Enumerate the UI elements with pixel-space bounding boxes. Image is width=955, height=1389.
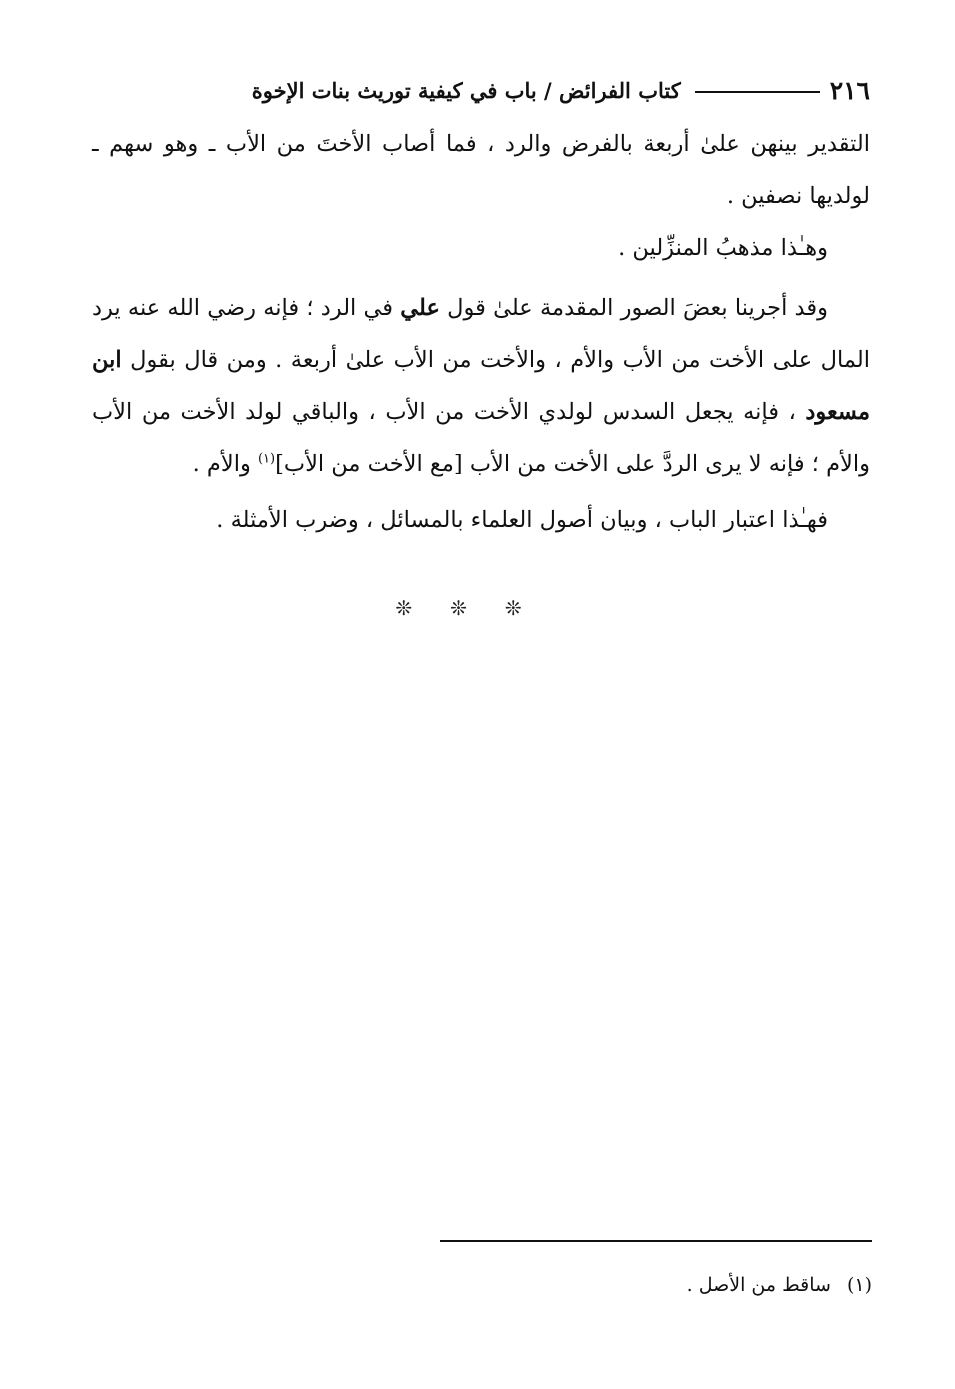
paragraph-1: التقدير بينهن علىٰ أربعة بالفرض والرد ، فما أصاب الأختَ من الأب ـ وهو سهم ـ لولديها نصفين .	[92, 131, 870, 209]
paragraph-4: فهـٰذا اعتبار الباب ، وبيان أصول العلماء بالمسائل ، وضرب الأمثلة .	[216, 507, 828, 533]
footnote-mark: (١)	[846, 1274, 872, 1296]
paragraph-3-text-4: والأم .	[192, 451, 258, 477]
header-rule	[695, 91, 820, 93]
star-ornament-icon: ❊	[450, 596, 505, 620]
footnote-reference[interactable]: (١)	[257, 451, 276, 467]
paragraph-3-text-1: وقد أجرينا بعضَ الصور المقدمة علىٰ قول	[439, 295, 828, 321]
paragraph-3	[92, 282, 870, 490]
star-ornament-icon: ❊	[504, 596, 560, 620]
star-ornament-icon: ❊	[395, 596, 451, 620]
paragraph-3-text-2: في الرد ؛ فإنه رضي الله عنه يرد المال على الأخت من الأب والأم ، والأخت من الأب علىٰ أربعة . ومن قال بقول	[92, 295, 870, 373]
name-ali: علي	[400, 295, 440, 321]
page-number: ٢١٦	[829, 75, 870, 105]
footnote-rule	[440, 1240, 872, 1242]
footnote	[440, 1270, 872, 1300]
chapter-title: كتاب الفرائض / باب في كيفية توريث بنات الإخوة	[251, 77, 681, 103]
running-header	[92, 70, 870, 110]
main-text	[92, 118, 870, 546]
paragraph-2: وهـٰذا مذهبُ المنزِّلين .	[618, 235, 828, 261]
footnote-text: ساقط من الأصل .	[686, 1274, 831, 1296]
section-separator	[0, 596, 955, 620]
name-ibn-masud: ابن مسعود	[92, 347, 870, 425]
paragraph-3-text-3: ، فإنه يجعل السدس لولدي الأخت من الأب ، والباقي لولد الأخت من الأب والأم ؛ فإنه لا يرى الردَّ على الأخت من الأب [مع الأخت من الأب]	[92, 399, 870, 477]
